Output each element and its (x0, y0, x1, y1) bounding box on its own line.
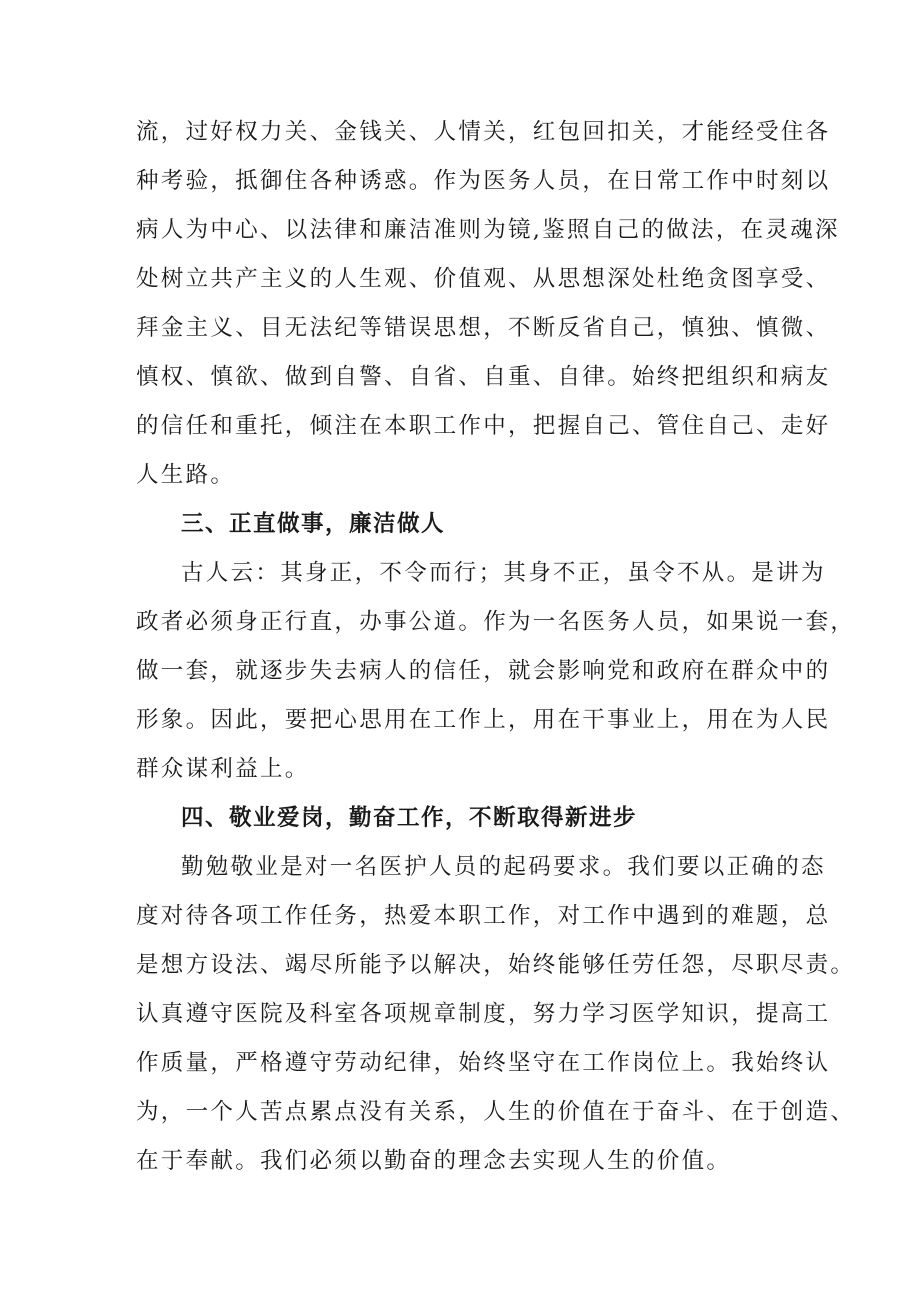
text-line: 度对待各项工作任务，热爱本职工作，对工作中遇到的难题，总 (136, 903, 831, 929)
text-line: 人生路。 (136, 462, 236, 488)
paragraph-dedication (136, 843, 856, 1186)
document-body (136, 108, 856, 1186)
paragraph-integrity-practice (136, 108, 840, 500)
section-heading-4: 四、敬业爱岗，勤奋工作，不断取得新进步 (181, 805, 638, 831)
text-line: 慎权、慎欲、做到自警、自省、自重、自律。始终把组织和病友 (136, 364, 831, 390)
text-line: 是想方设法、竭尽所能予以解决，始终能够任劳任怨，尽职尽责。 (136, 952, 856, 978)
text-line: 病人为中心、以法律和廉洁准则为镜,鉴照自己的做法，在灵魂深 (136, 217, 840, 243)
text-line: 政者必须身正行直，办事公道。作为一名医务人员，如果说一套， (136, 609, 856, 635)
text-line: 流，过好权力关、金钱关、人情关，红包回扣关，才能经受住各 (136, 119, 831, 145)
text-line: 认真遵守医院及科室各项规章制度，努力学习医学知识，提高工 (136, 1001, 831, 1027)
text-line: 种考验，抵御住各种诱惑。作为医务人员，在日常工作中时刻以 (136, 168, 831, 194)
text-line: 古人云：其身正，不令而行；其身不正，虽令不从。是讲为 (181, 560, 826, 586)
text-line: 拜金主义、目无法纪等错误思想，不断反省自己，慎独、慎微、 (136, 315, 831, 341)
paragraph-upright-conduct (136, 549, 856, 794)
text-line: 的信任和重托，倾注在本职工作中，把握自己、管住自己、走好 (136, 413, 831, 439)
text-line: 做一套，就逐步失去病人的信任，就会影响党和政府在群众中的 (136, 658, 831, 684)
section-heading-3: 三、正直做事，廉洁做人 (181, 511, 446, 537)
text-line: 为，一个人苦点累点没有关系，人生的价值在于奋斗、在于创造、 (136, 1099, 856, 1125)
text-line: 勤勉敬业是对一名医护人员的起码要求。我们要以正确的态 (181, 854, 826, 880)
text-line: 在于奉献。我们必须以勤奋的理念去实现人生的价值。 (136, 1148, 732, 1174)
text-line: 作质量，严格遵守劳动纪律，始终坚守在工作岗位上。我始终认 (136, 1050, 831, 1076)
text-line: 形象。因此，要把心思用在工作上，用在干事业上，用在为人民 (136, 707, 831, 733)
text-line: 群众谋利益上。 (136, 756, 310, 782)
text-line: 处树立共产主义的人生观、价值观、从思想深处杜绝贪图享受、 (136, 266, 831, 292)
